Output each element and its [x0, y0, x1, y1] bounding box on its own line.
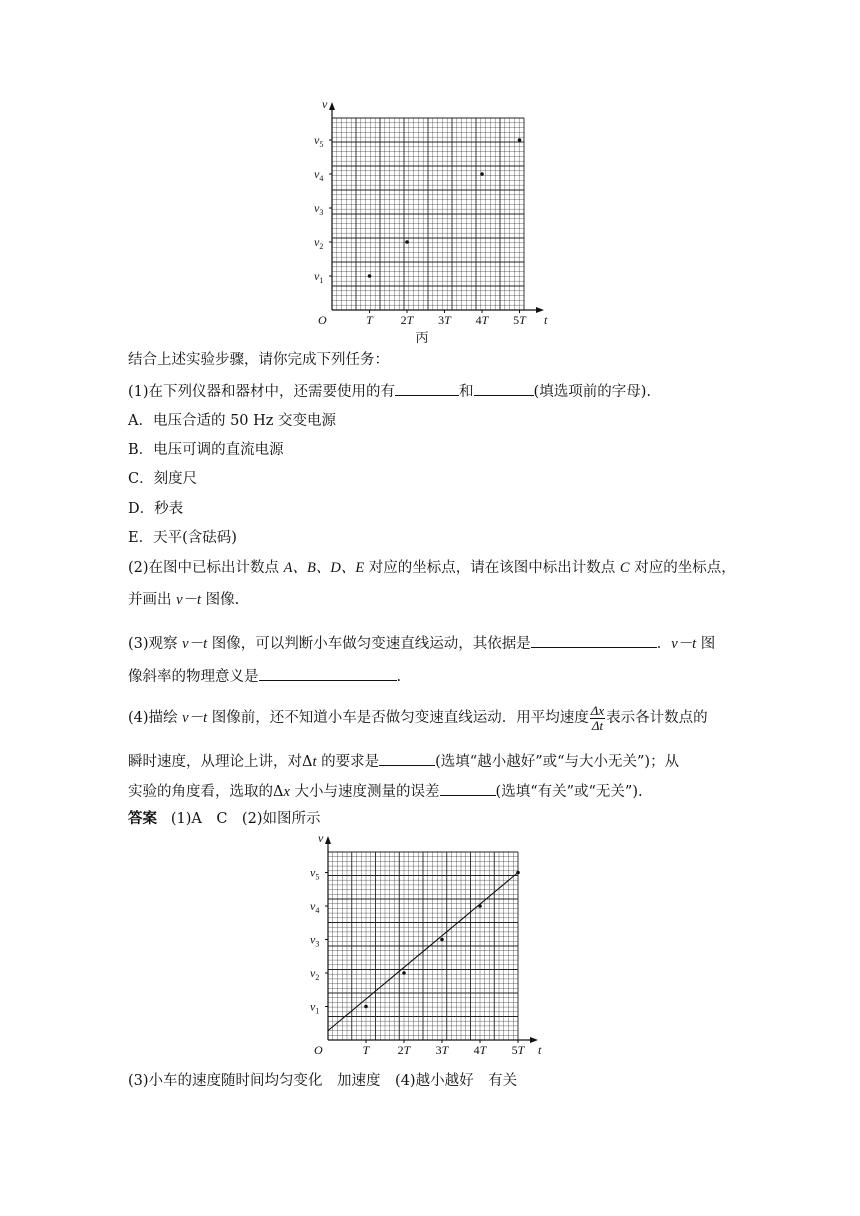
x-tick-label [438, 313, 452, 327]
option-d: D．秒表 [128, 501, 184, 517]
y-tick-label [314, 133, 323, 149]
y-tick-subscript: 3 [315, 939, 320, 949]
x-tick-label [436, 1043, 450, 1057]
q1-text-c: (填选项前的字母). [533, 384, 651, 400]
data-point [368, 274, 372, 278]
option-c: C．刻度尺 [128, 471, 198, 487]
fraction-numerator: Δx [590, 702, 605, 718]
x-axis-arrow-icon [530, 1037, 538, 1043]
q3-text-a: (3)观察 [128, 636, 183, 652]
x-tick-symbol: T [366, 313, 373, 327]
question-3 [128, 633, 715, 654]
q4-line2-c: (选填“越小越好”或“与大小无关”)；从 [435, 754, 680, 770]
answer-blank-4 [259, 666, 397, 681]
y-tick-subscript: 4 [319, 174, 324, 183]
x-tick-coefficient: 3 [438, 313, 445, 327]
origin-label: O [314, 1043, 323, 1057]
x-tick-label [398, 1043, 412, 1057]
q3-text-c: ． [656, 636, 672, 652]
fraction-denominator: Δt [591, 717, 604, 733]
y-tick-subscript: 2 [315, 973, 320, 982]
x-tick-symbol: T [479, 1043, 487, 1057]
average-velocity-fraction [590, 704, 605, 733]
x-axis-letter: t [538, 1043, 542, 1057]
x-tick-symbol: T [406, 313, 414, 327]
y-tick-subscript: 4 [315, 906, 320, 915]
graph-svg [306, 828, 556, 1064]
y-axis-letter: v [322, 97, 328, 111]
y-tick-label [310, 933, 319, 949]
x-tick-coefficient: 5 [511, 1043, 518, 1057]
y-tick-label [310, 866, 319, 882]
x-tick-coefficient: 5 [513, 313, 520, 327]
x-tick-symbol: T [441, 1043, 449, 1057]
x-tick-coefficient: 2 [397, 1043, 404, 1057]
q2-points: A、B、D、E [283, 560, 365, 576]
velocity-time-graph-answer [306, 828, 556, 1064]
x-tick-label [513, 313, 527, 327]
q2-point-c: C [619, 560, 630, 576]
x-tick-label [512, 1043, 526, 1057]
question-4-line-2 [128, 751, 679, 772]
y-tick-symbol: v [310, 966, 316, 980]
x-tick-label [363, 1043, 371, 1057]
vt-label: v－t [671, 636, 697, 652]
grid [328, 852, 518, 1040]
y-tick-label [310, 899, 319, 915]
y-tick-label [310, 1000, 319, 1016]
y-tick-symbol: v [310, 999, 316, 1014]
vt-label: v－t [176, 592, 202, 608]
y-tick-label [314, 167, 323, 183]
y-tick-subscript: 3 [319, 208, 324, 217]
question-1 [128, 381, 651, 402]
option-b: B．电压可调的直流电源 [128, 442, 284, 458]
x-axis-arrow-icon [536, 307, 544, 313]
x-tick-label [474, 1043, 488, 1057]
y-tick-subscript: 1 [315, 1006, 320, 1016]
x-tick-symbol: T [481, 313, 489, 327]
y-tick-subscript: 5 [319, 140, 324, 149]
graph-svg [310, 96, 560, 346]
q4-line3-c: (选填“有关”或“无关”). [495, 784, 643, 800]
x-tick-symbol: T [403, 1043, 411, 1057]
q4-line3-a: 实验的角度看，选取的Δ [128, 784, 284, 800]
x-tick-coefficient: 4 [473, 1043, 480, 1057]
y-tick-label [310, 966, 319, 982]
q4-text-c: 表示各计数点的 [606, 710, 708, 726]
option-a: A．电压合适的 50 Hz 交变电源 [128, 413, 337, 429]
answer-blank-5 [379, 751, 435, 766]
q4-line2-t: t [312, 754, 317, 770]
q2-line2-a: 并画出 [128, 592, 177, 608]
x-axis-letter: t [544, 313, 548, 327]
x-tick-symbol: T [519, 313, 526, 327]
x-tick-label [401, 313, 415, 327]
velocity-time-graph-blank [310, 96, 560, 346]
y-tick-symbol: v [310, 899, 316, 913]
question-4-line-3 [128, 781, 643, 802]
y-axis-arrow-icon [329, 102, 335, 110]
answer-1-2: (1)A C (2)如图所示 [170, 811, 321, 827]
q4-line3-b: 大小与速度测量的误差 [289, 784, 440, 800]
q4-line3-x: x [283, 784, 290, 800]
x-tick-label [366, 313, 374, 327]
y-tick-subscript: 2 [319, 242, 324, 251]
q4-line2-b: 的要求是 [316, 754, 380, 770]
y-tick-symbol: v [314, 269, 320, 283]
data-point [364, 1005, 368, 1009]
y-tick-symbol: v [314, 201, 320, 215]
q4-text-b: 图像前，还不知道小车是否做匀变速直线运动．用平均速度 [207, 710, 589, 726]
data-point [478, 904, 482, 908]
q4-line2-a: 瞬时速度，从理论上讲，对Δ [128, 754, 313, 770]
x-tick-symbol: T [444, 313, 451, 327]
y-tick-label [314, 235, 323, 251]
answer-line-1 [128, 809, 320, 829]
q2-line2-b: 图像. [201, 592, 240, 608]
vt-label: v－t [182, 710, 208, 726]
y-axis-letter: v [318, 831, 324, 845]
data-point [516, 871, 520, 875]
data-point [402, 971, 406, 975]
x-tick-coefficient: 3 [435, 1043, 442, 1057]
q2-text-d: 对应的坐标点， [629, 560, 736, 576]
grid [332, 118, 524, 310]
x-tick-label [476, 313, 490, 327]
x-tick-coefficient: 2 [400, 313, 407, 327]
x-tick-coefficient: 4 [475, 313, 482, 327]
data-point [480, 172, 484, 176]
y-tick-label [314, 269, 323, 285]
y-tick-symbol: v [314, 167, 320, 181]
q1-text-a: (1)在下列仪器和器材中，还需要使用的有 [128, 384, 396, 400]
question-4 [128, 703, 708, 733]
q3-text-b: 图像，可以判断小车做匀变速直线运动，其依据是 [207, 636, 531, 652]
answer-blank-3 [531, 633, 657, 648]
q3-text-d: 图 [696, 636, 716, 652]
answer-label: 答案 [128, 810, 157, 827]
q1-text-b: 和 [459, 384, 474, 400]
y-tick-symbol: v [310, 932, 316, 947]
data-point [405, 240, 409, 244]
option-e: E．天平(含砝码) [128, 530, 237, 546]
question-2-line-2 [128, 590, 239, 610]
y-tick-subscript: 5 [315, 872, 320, 882]
x-tick-symbol: T [517, 1043, 525, 1057]
question-3-line-2 [128, 666, 401, 687]
y-tick-label [314, 201, 323, 217]
answer-blank-2 [474, 381, 534, 396]
y-tick-symbol: v [314, 235, 320, 249]
q3-line2-b: . [396, 669, 402, 685]
answer-blank-6 [440, 781, 496, 796]
answer-line-2: (3)小车的速度随时间均匀变化 加速度 (4)越小越好 有关 [128, 1073, 518, 1089]
q2-text-b: 对应的坐标点，请在该图中标出计数点 [364, 560, 620, 576]
origin-label: O [318, 313, 327, 327]
y-tick-subscript: 1 [319, 276, 324, 285]
y-axis-arrow-icon [325, 836, 331, 844]
y-tick-symbol: v [310, 865, 316, 880]
figure-caption: 丙 [415, 330, 429, 345]
q4-text-a: (4)描绘 [128, 710, 183, 726]
question-2 [128, 558, 736, 578]
data-point [440, 938, 444, 942]
answer-blank-1 [395, 381, 459, 396]
vt-label: v－t [182, 636, 208, 652]
q2-text-a: (2)在图中已标出计数点 [128, 560, 284, 576]
intro-text: 结合上述实验步骤，请你完成下列任务： [128, 352, 389, 368]
data-point [518, 138, 522, 142]
y-tick-symbol: v [314, 133, 320, 147]
x-tick-symbol: T [362, 1043, 370, 1057]
q3-line2-a: 像斜率的物理意义是 [128, 669, 259, 685]
